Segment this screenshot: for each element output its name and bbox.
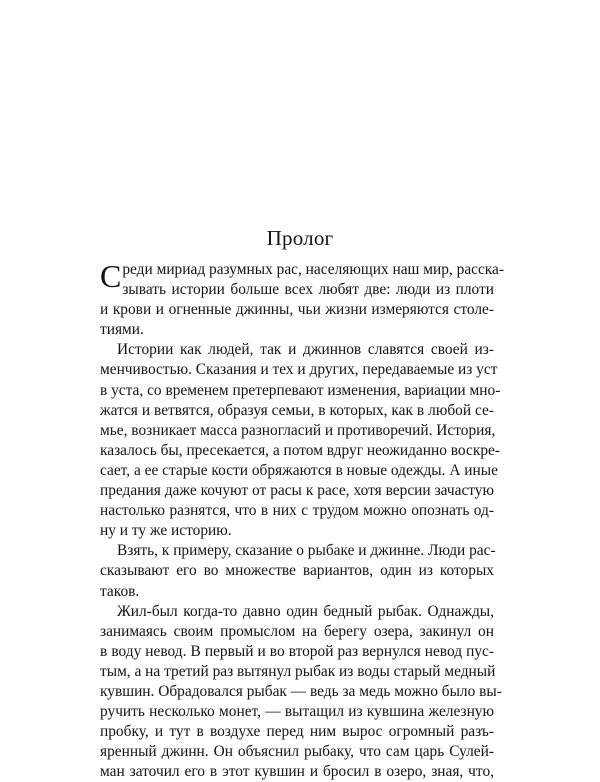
text-line: занимаясь своим промыслом на берегу озера, закинул он bbox=[100, 622, 494, 640]
text-line: в воду невод. В первый и во второй раз вернулся невод пус- bbox=[100, 642, 494, 660]
text-line: менчивостью. Сказания и тех и других, передаваемые из уст bbox=[100, 361, 498, 379]
text-line: кувшин. Обрадовался рыбак — ведь за медь можно было вы- bbox=[100, 682, 502, 700]
drop-cap: С bbox=[100, 258, 122, 294]
text-line: жатся и ветвятся, образуя семьи, в которых, как в любой се- bbox=[100, 401, 494, 419]
text-line: и крови и огненные джинны, чьи жизни измеряются столе- bbox=[100, 301, 494, 319]
text-line: Истории как людей, так и джиннов славятся своей из- bbox=[117, 341, 494, 359]
text-line: мье, возникает масса разногласий и противоречий. История, bbox=[100, 421, 496, 439]
text-line: реди мириад разумных рас, населяющих наш мир, расска- bbox=[122, 261, 505, 278]
text-line: яренный джинн. Он объяснил рыбаку, что сам царь Сулей- bbox=[100, 743, 494, 761]
chapter-title: Пролог bbox=[266, 226, 334, 250]
text-line: ман заточил его в этот кувшин и бросил в озеро, зная, что, bbox=[100, 763, 494, 781]
text-line: пробку, и тут в воздухе перед ним вырос огромный разъ- bbox=[100, 723, 494, 741]
text-line: настолько разнятся, что в них с трудом можно опознать од- bbox=[100, 502, 494, 520]
text-line: тиями. bbox=[100, 321, 144, 339]
text-line: Жил-был когда-то давно один бедный рыбак. Однажды, bbox=[117, 602, 494, 620]
text-line: сказывают его во множестве вариантов, один из которых bbox=[100, 562, 494, 580]
text-line: в уста, со временем претерпевают изменения, вариации мно- bbox=[100, 381, 501, 399]
text-line: сает, а ее старые кости обряжаются в новые одежды. А иные bbox=[100, 461, 498, 479]
text-line: Взять, к примеру, сказание о рыбаке и джинне. Люди рас- bbox=[117, 542, 496, 560]
paragraph-1 bbox=[100, 258, 505, 300]
text-line: казалось бы, пресекается, а потом вдруг неожиданно воскре- bbox=[100, 441, 500, 459]
text-line: зывать истории больше всех любят две: люди из плоти bbox=[122, 281, 494, 299]
text-line: ручить несколько монет, — вытащил из кувшина железную bbox=[100, 703, 494, 721]
text-line: ну и ту же историю. bbox=[100, 522, 232, 540]
body-text bbox=[100, 258, 505, 782]
text-line: таков. bbox=[100, 582, 140, 600]
text-line: предания даже кочуют от расы к расе, хотя версии зачастую bbox=[100, 482, 494, 500]
text-line: тым, а на третий раз вытянул рыбак из воды старый медный bbox=[100, 662, 496, 680]
